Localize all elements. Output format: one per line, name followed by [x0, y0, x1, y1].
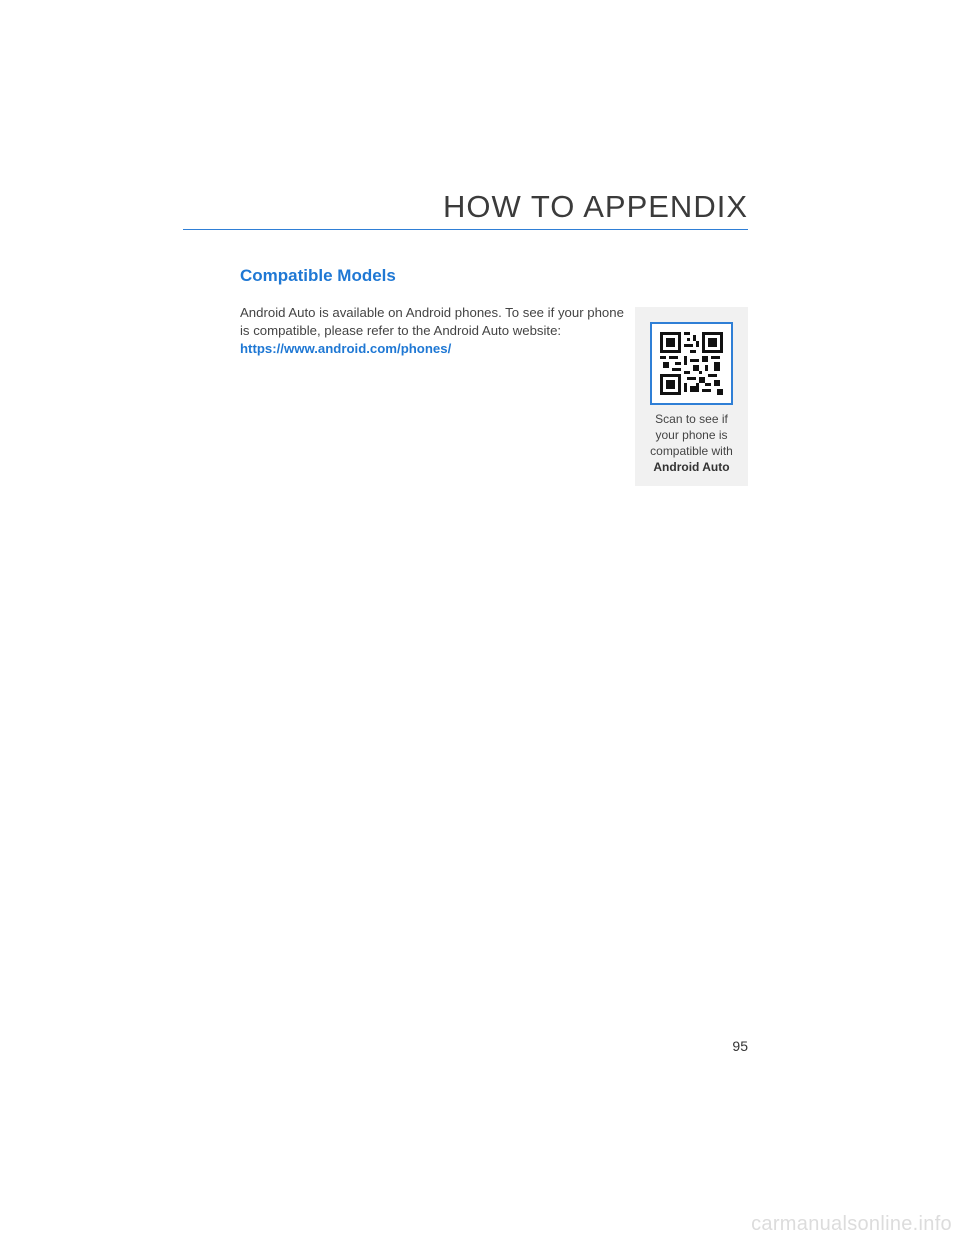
body-paragraph: Android Auto is available on Android phones. To see if your phone is compatible, please refer to the Android Auto website: [240, 305, 624, 338]
qr-caption-line-1: Scan to see if [655, 412, 728, 426]
heading-compatible-models: Compatible Models [240, 266, 396, 285]
qr-code-icon [660, 332, 723, 395]
qr-caption-line-3: compatible with [650, 444, 733, 458]
qr-caption [635, 411, 748, 475]
qr-caption-android-auto: Android Auto [653, 460, 730, 474]
android-phones-link[interactable]: https://www.android.com/phones/ [240, 341, 452, 356]
qr-panel [635, 307, 748, 486]
section-title: HOW TO APPENDIX [443, 189, 748, 224]
watermark: carmanualsonline.info [751, 1213, 952, 1235]
header-rule [183, 229, 748, 230]
qr-code-frame [650, 322, 733, 405]
page-number: 95 [732, 1038, 748, 1054]
qr-caption-line-2: your phone is [655, 428, 728, 442]
